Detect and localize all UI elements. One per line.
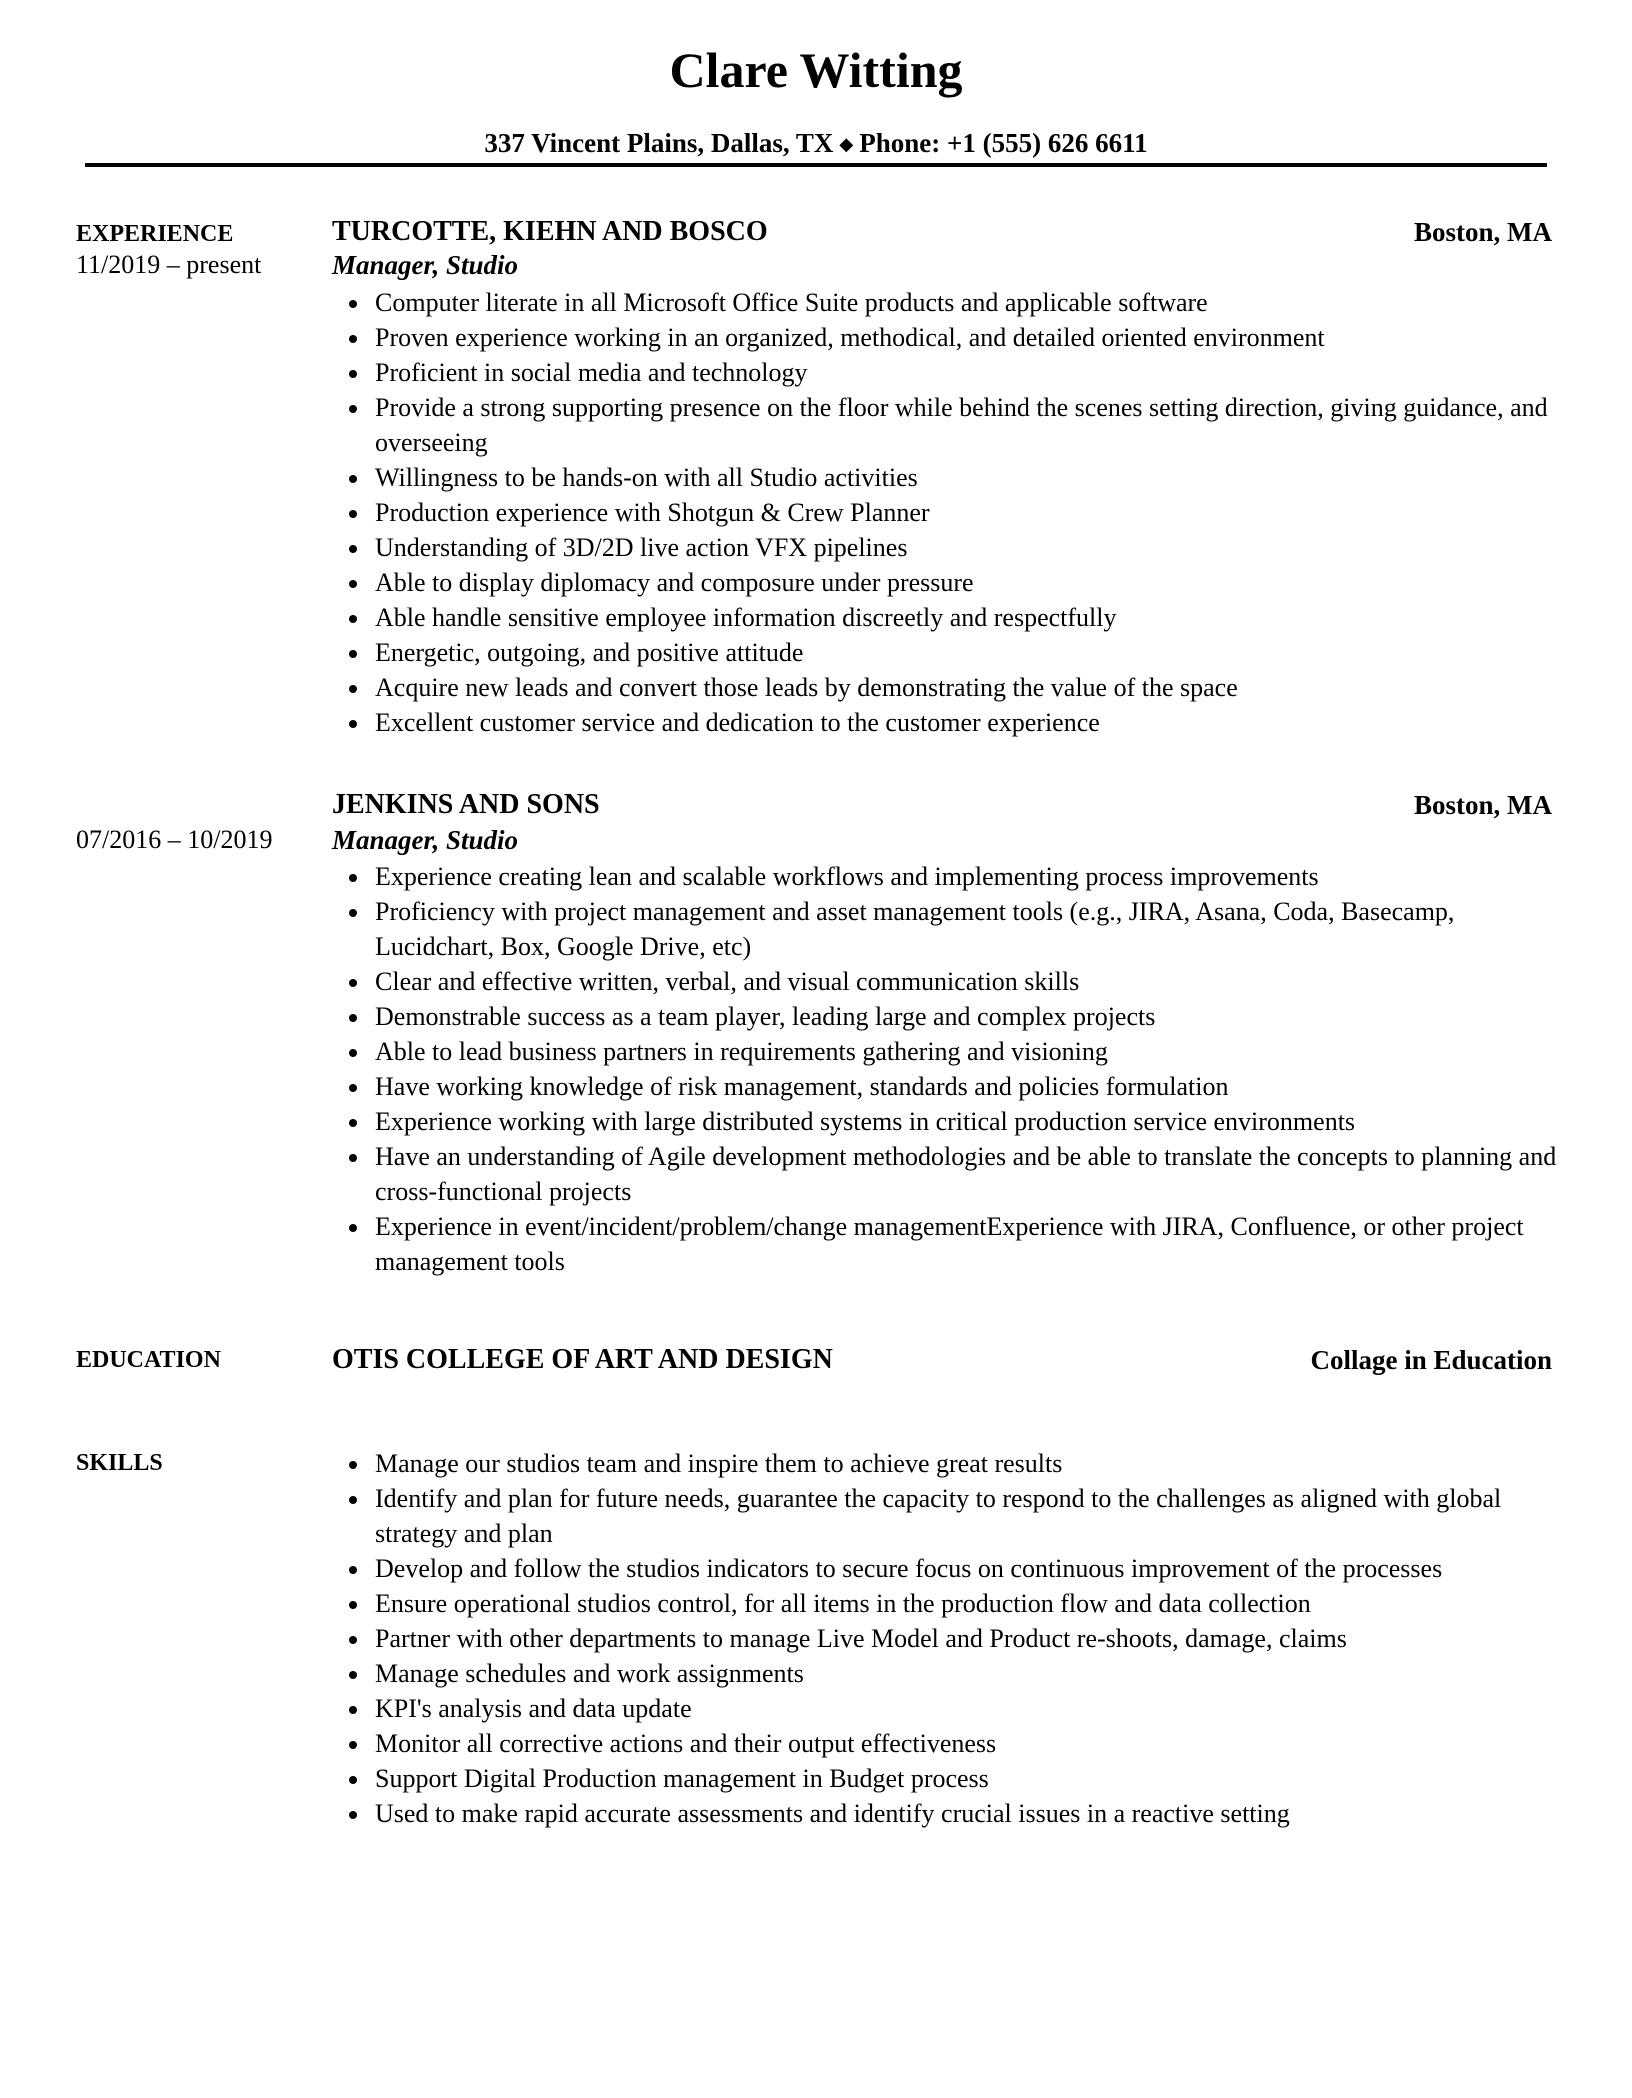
bullet-icon	[349, 1461, 357, 1469]
bullet-icon	[349, 1014, 357, 1022]
bullet-item	[332, 460, 1562, 495]
bullet-icon	[349, 650, 357, 658]
bullet-item	[332, 390, 1562, 460]
job-dates: 11/2019 – present	[76, 250, 262, 279]
bullet-item	[332, 320, 1562, 355]
bullet-text: Provide a strong supporting presence on the floor while behind the scenes setting direction, giving guidance, and overseeing	[375, 393, 1548, 457]
bullet-text: KPI's analysis and data update	[375, 1694, 692, 1723]
bullet-text: Able to lead business partners in requirements gathering and visioning	[375, 1037, 1108, 1066]
bullet-text: Proficient in social media and technology	[375, 358, 808, 387]
job-title: Manager, Studio	[332, 250, 519, 280]
candidate-name: Clare Witting	[669, 42, 963, 98]
bullet-item	[332, 565, 1562, 600]
bullet-icon	[349, 475, 357, 483]
bullet-text: Ensure operational studios control, for all items in the production flow and data collection	[375, 1589, 1311, 1618]
bullet-icon	[349, 1154, 357, 1162]
bullet-icon	[349, 580, 357, 588]
bullet-text: Proven experience working in an organized, methodical, and detailed oriented environment	[375, 323, 1325, 352]
bullet-icon	[349, 1671, 357, 1679]
bullet-icon	[349, 1741, 357, 1749]
bullet-item	[332, 495, 1562, 530]
company-name: TURCOTTE, KIEHN AND BOSCO	[332, 216, 768, 247]
bullet-icon	[349, 545, 357, 553]
job-dates: 07/2016 – 10/2019	[76, 825, 273, 854]
bullet-text: Able to display diplomacy and composure under pressure	[375, 568, 974, 597]
bullet-icon	[349, 335, 357, 343]
bullet-icon	[349, 874, 357, 882]
bullet-item	[332, 1481, 1562, 1551]
bullet-text: Excellent customer service and dedication to the customer experience	[375, 708, 1100, 737]
bullet-text: Energetic, outgoing, and positive attitude	[375, 638, 804, 667]
degree: Collage in Education	[1310, 1345, 1552, 1375]
bullet-item	[332, 1656, 1562, 1691]
bullet-icon	[349, 1566, 357, 1574]
bullet-item	[332, 705, 1562, 740]
bullet-text: Clear and effective written, verbal, and visual communication skills	[375, 967, 1080, 996]
header-divider	[85, 163, 1547, 167]
bullet-icon	[349, 979, 357, 987]
contact-line	[0, 127, 1632, 160]
bullet-text: Identify and plan for future needs, guarantee the capacity to respond to the challenges as aligned with global strategy and plan	[375, 1484, 1502, 1548]
bullet-item	[332, 635, 1562, 670]
job-title: Manager, Studio	[332, 825, 519, 855]
bullet-text: Monitor all corrective actions and their output effectiveness	[375, 1729, 997, 1758]
bullet-text: Support Digital Production management in Budget process	[375, 1764, 989, 1793]
bullet-icon	[349, 1084, 357, 1092]
bullet-item	[332, 1586, 1562, 1621]
bullet-text: Acquire new leads and convert those leads by demonstrating the value of the space	[375, 673, 1238, 702]
bullet-icon	[349, 1119, 357, 1127]
job-bullets	[332, 285, 1562, 740]
section-label-experience: EXPERIENCE	[76, 221, 234, 247]
bullet-item	[332, 1446, 1562, 1481]
bullet-item	[332, 285, 1562, 320]
phone: Phone: +1 (555) 626 6611	[859, 128, 1148, 158]
bullet-icon	[349, 909, 357, 917]
bullet-item	[332, 355, 1562, 390]
bullet-icon	[349, 370, 357, 378]
bullet-icon	[349, 1811, 357, 1819]
bullet-text: Used to make rapid accurate assessments and identify crucial issues in a reactive setting	[375, 1799, 1290, 1828]
bullet-item	[332, 1726, 1562, 1761]
bullet-icon	[349, 405, 357, 413]
bullet-icon	[349, 615, 357, 623]
bullet-item	[332, 1069, 1562, 1104]
bullet-text: Develop and follow the studios indicators to secure focus on continuous improvement of the processes	[375, 1554, 1443, 1583]
bullet-text: Experience in event/incident/problem/change managementExperience with JIRA, Confluence, or other project management tools	[375, 1212, 1524, 1276]
bullet-item	[332, 999, 1562, 1034]
bullet-item	[332, 1139, 1562, 1209]
bullet-item	[332, 600, 1562, 635]
bullet-item	[332, 670, 1562, 705]
bullet-icon	[349, 1049, 357, 1057]
bullet-item	[332, 1621, 1562, 1656]
bullet-text: Production experience with Shotgun & Crew Planner	[375, 498, 930, 527]
bullet-text: Have an understanding of Agile development methodologies and be able to translate the concepts to planning and cross-functional projects	[375, 1142, 1557, 1206]
bullet-icon	[349, 510, 357, 518]
section-label-education: EDUCATION	[76, 1347, 221, 1373]
bullet-icon	[349, 720, 357, 728]
bullet-item	[332, 894, 1562, 964]
bullet-item	[332, 1551, 1562, 1586]
bullet-icon	[349, 1601, 357, 1609]
job-location: Boston, MA	[1413, 217, 1552, 247]
bullet-item	[332, 964, 1562, 999]
bullet-text: Partner with other departments to manage Live Model and Product re-shoots, damage, claims	[375, 1624, 1347, 1653]
company-name: JENKINS AND SONS	[332, 789, 600, 820]
bullet-text: Willingness to be hands-on with all Studio activities	[375, 463, 918, 492]
skills-list	[332, 1446, 1562, 1831]
bullet-text: Computer literate in all Microsoft Office Suite products and applicable software	[375, 288, 1208, 317]
bullet-item	[332, 530, 1562, 565]
bullet-item	[332, 1034, 1562, 1069]
bullet-text: Experience working with large distributed systems in critical production service environments	[375, 1107, 1356, 1136]
bullet-icon	[349, 1496, 357, 1504]
bullet-icon	[349, 1706, 357, 1714]
bullet-text: Demonstrable success as a team player, leading large and complex projects	[375, 1002, 1156, 1031]
bullet-text: Manage schedules and work assignments	[375, 1659, 804, 1688]
school-name: OTIS COLLEGE OF ART AND DESIGN	[332, 1344, 833, 1375]
bullet-icon	[349, 1224, 357, 1232]
bullet-item	[332, 1761, 1562, 1796]
bullet-text: Able handle sensitive employee information discreetly and respectfully	[375, 603, 1117, 632]
diamond-icon: ◆	[839, 134, 854, 154]
address: 337 Vincent Plains, Dallas, TX	[484, 128, 834, 158]
bullet-text: Experience creating lean and scalable workflows and implementing process improvements	[375, 862, 1319, 891]
bullet-text: Understanding of 3D/2D live action VFX pipelines	[375, 533, 908, 562]
job-location: Boston, MA	[1413, 790, 1552, 820]
bullet-item	[332, 859, 1562, 894]
bullet-icon	[349, 1636, 357, 1644]
bullet-icon	[349, 685, 357, 693]
bullet-text: Manage our studios team and inspire them to achieve great results	[375, 1449, 1063, 1478]
bullet-item	[332, 1209, 1562, 1279]
bullet-item	[332, 1691, 1562, 1726]
bullet-icon	[349, 300, 357, 308]
bullet-text: Proficiency with project management and asset management tools (e.g., JIRA, Asana, Coda, Basecamp, Lucidchart, Box, Google Drive, etc)	[375, 897, 1455, 961]
section-label-skills: SKILLS	[76, 1450, 163, 1476]
bullet-item	[332, 1104, 1562, 1139]
job-bullets	[332, 859, 1562, 1279]
bullet-item	[332, 1796, 1562, 1831]
bullet-text: Have working knowledge of risk management, standards and policies formulation	[375, 1072, 1229, 1101]
bullet-icon	[349, 1776, 357, 1784]
